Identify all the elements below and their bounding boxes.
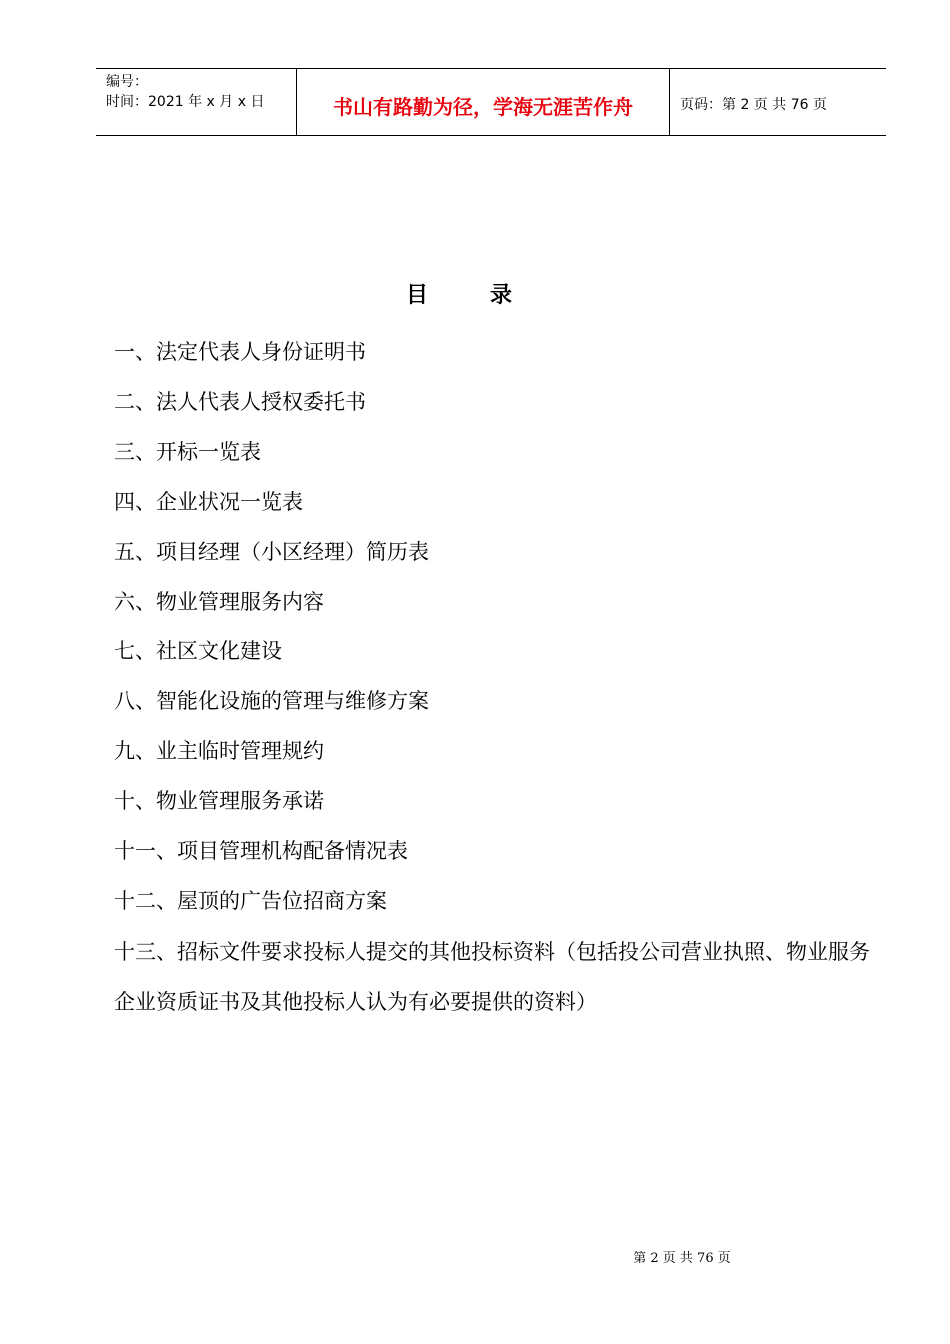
toc-title: 目录 — [405, 283, 574, 308]
toc-item: 八、智能化设施的管理与维修方案 — [114, 689, 429, 714]
toc-item: 三、开标一览表 — [114, 439, 261, 464]
toc-item: 六、物业管理服务内容 — [114, 589, 324, 614]
page-footer: 第 2 页 共 76 页 — [633, 1251, 731, 1266]
document-date: 时间：2021 年 x 月 x 日 — [106, 94, 265, 110]
toc-item: 四、企业状况一览表 — [114, 489, 303, 514]
header-page-cell — [670, 69, 886, 135]
toc-item: 二、法人代表人授权委托书 — [114, 389, 366, 414]
toc-list — [114, 328, 874, 1027]
header-motto-cell — [296, 69, 670, 135]
header-motto: 书山有路勤为径，学海无涯苦作舟 — [333, 95, 633, 119]
toc-item: 十、物业管理服务承诺 — [114, 789, 324, 814]
toc-item: 九、业主临时管理规约 — [114, 739, 324, 764]
toc-item: 十二、屋顶的广告位招商方案 — [114, 888, 387, 913]
toc-item: 五、项目经理（小区经理）简历表 — [114, 539, 429, 564]
toc-item: 一、法定代表人身份证明书 — [114, 340, 366, 364]
header-page-code: 页码：第 2 页 共 76 页 — [680, 97, 827, 113]
toc-item: 十一、项目管理机构配备情况表 — [114, 839, 408, 864]
page-header — [96, 68, 886, 136]
document-number-label: 编号： — [106, 74, 148, 90]
header-meta-cell — [96, 69, 296, 135]
toc-item: 十三、招标文件要求投标人提交的其他投标资料（包括投公司营业执照、物业服务企业资质证书及其他投标人认为有必要提供的资料） — [114, 939, 870, 1014]
toc-item: 七、社区文化建设 — [114, 639, 282, 664]
